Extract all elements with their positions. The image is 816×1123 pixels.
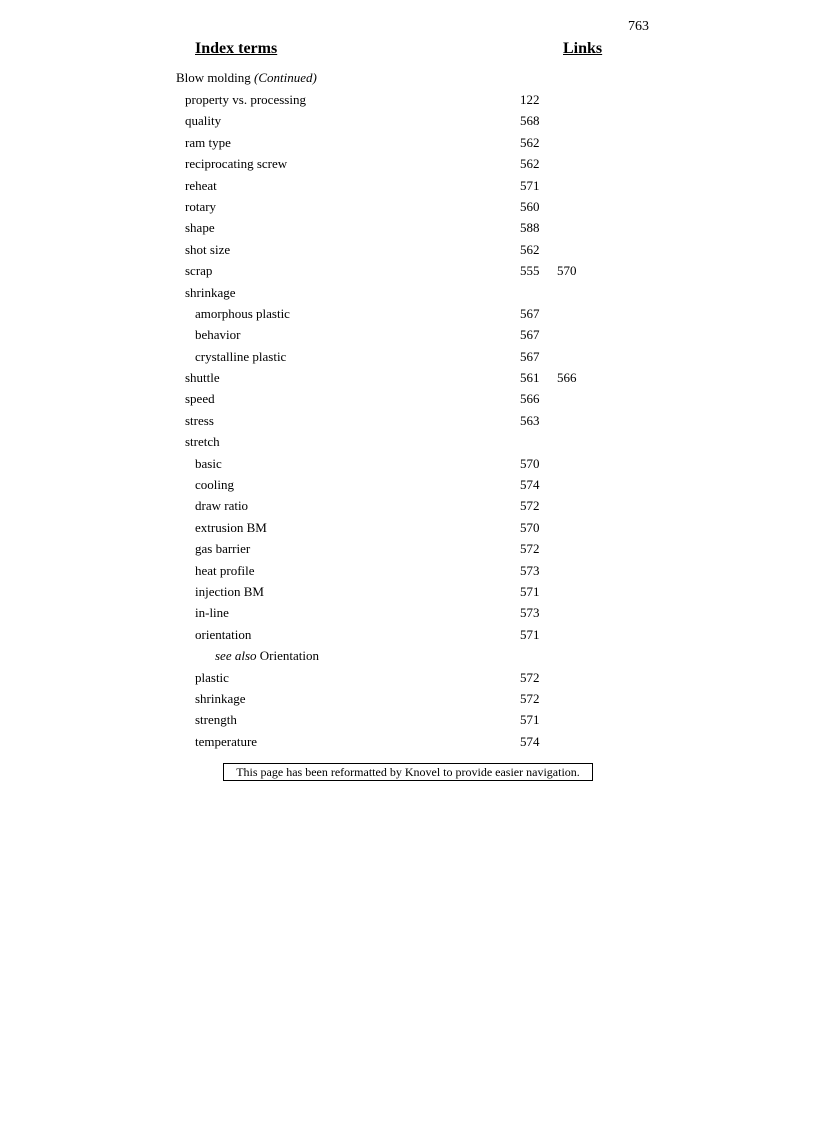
page-link[interactable]: 572 [520,541,540,557]
section-heading [176,70,317,86]
index-entry [0,453,816,474]
page-link[interactable]: 567 [520,348,540,364]
index-entry [0,260,816,281]
page-link[interactable]: 567 [520,327,540,343]
page-link[interactable]: 570 [557,263,577,279]
index-entry [0,474,816,495]
index-term: draw ratio [195,498,249,514]
index-entry [0,645,816,666]
see-also-target[interactable]: Orientation [259,648,319,664]
page-link[interactable]: 561 [520,370,540,386]
index-entry [0,239,816,260]
index-entry [0,346,816,367]
page-link[interactable]: 566 [557,370,577,386]
page-link[interactable]: 568 [520,113,540,129]
index-entry [0,217,816,238]
index-entry [0,324,816,345]
see-also-reference [215,645,319,666]
index-entries [0,89,816,752]
index-entry [0,282,816,303]
page-number: 763 [628,19,649,34]
index-term: property vs. processing [185,92,306,107]
page-link[interactable]: 563 [520,412,540,428]
index-entry [0,153,816,174]
section-title: Blow molding [176,70,251,85]
index-term: heat profile [195,562,255,578]
index-term: extrusion BM [195,519,267,535]
index-term: in-line [195,605,229,621]
page-link[interactable]: 573 [520,562,540,578]
index-term: cooling [195,477,234,493]
index-term: orientation [195,626,252,642]
index-term: reheat [185,177,217,193]
index-entry [0,602,816,623]
index-entry [0,303,816,324]
page-link[interactable]: 573 [520,605,540,621]
index-term: basic [195,455,222,471]
page-link[interactable]: 571 [520,626,540,642]
index-term: rotary [185,198,217,214]
index-entry [0,388,816,409]
index-term: scrap [185,263,213,279]
see-also-label: see also [215,648,257,664]
index-term: stretch [185,434,220,450]
index-entry [0,196,816,217]
index-term: temperature [195,733,258,749]
index-term: speed [185,391,215,407]
page-link[interactable]: 560 [520,198,540,214]
index-entry [0,709,816,730]
index-term: behavior [195,327,241,343]
page-link[interactable]: 571 [520,712,540,728]
page-link[interactable]: 566 [520,391,540,407]
page-link[interactable]: 562 [520,241,540,257]
page-link[interactable]: 562 [520,134,540,150]
knovel-footer-note: This page has been reformatted by Knovel to provide easier navigation. [223,763,593,781]
links-header: Links [563,40,603,57]
index-term: ram type [185,134,231,150]
page-link[interactable]: 574 [520,733,540,749]
index-entry [0,495,816,516]
page-link[interactable]: 570 [520,455,540,471]
page-link[interactable]: 588 [520,220,540,236]
index-entry [0,581,816,602]
page-link[interactable]: 562 [520,156,540,172]
page-link[interactable]: 571 [520,583,540,599]
index-term: strength [195,712,237,728]
section-continued: (Continued) [254,70,317,85]
index-term: crystalline plastic [195,348,287,364]
page-link[interactable]: 122 [520,92,540,107]
index-entry [0,538,816,559]
index-term: shape [185,220,215,236]
page-link[interactable]: 572 [520,669,540,685]
index-term: injection BM [195,583,264,599]
index-entry [0,367,816,388]
index-entry [0,560,816,581]
index-entry [0,517,816,538]
index-entry [0,89,816,110]
index-entry [0,688,816,709]
page-link[interactable]: 570 [520,519,540,535]
index-entry [0,667,816,688]
index-term: quality [185,113,222,129]
index-term: shot size [185,241,231,257]
index-term: reciprocating screw [185,156,288,172]
page-link[interactable]: 572 [520,690,540,706]
page-link[interactable]: 574 [520,477,540,493]
page-link[interactable]: 555 [520,263,540,279]
page-link[interactable]: 567 [520,305,540,321]
index-term: shrinkage [195,690,246,706]
index-entry [0,132,816,153]
index-entry [0,175,816,196]
index-term: plastic [195,669,229,685]
page-link[interactable]: 571 [520,177,540,193]
index-entry [0,110,816,131]
index-entry [0,624,816,645]
index-terms-header: Index terms [195,40,278,57]
index-entry [0,410,816,431]
index-entry [0,731,816,752]
index-term: amorphous plastic [195,305,290,321]
index-entry [0,431,816,452]
index-term: gas barrier [195,541,251,557]
index-term: shrinkage [185,284,236,300]
page-link[interactable]: 572 [520,498,540,514]
index-term: stress [185,412,214,428]
index-term: shuttle [185,370,220,386]
